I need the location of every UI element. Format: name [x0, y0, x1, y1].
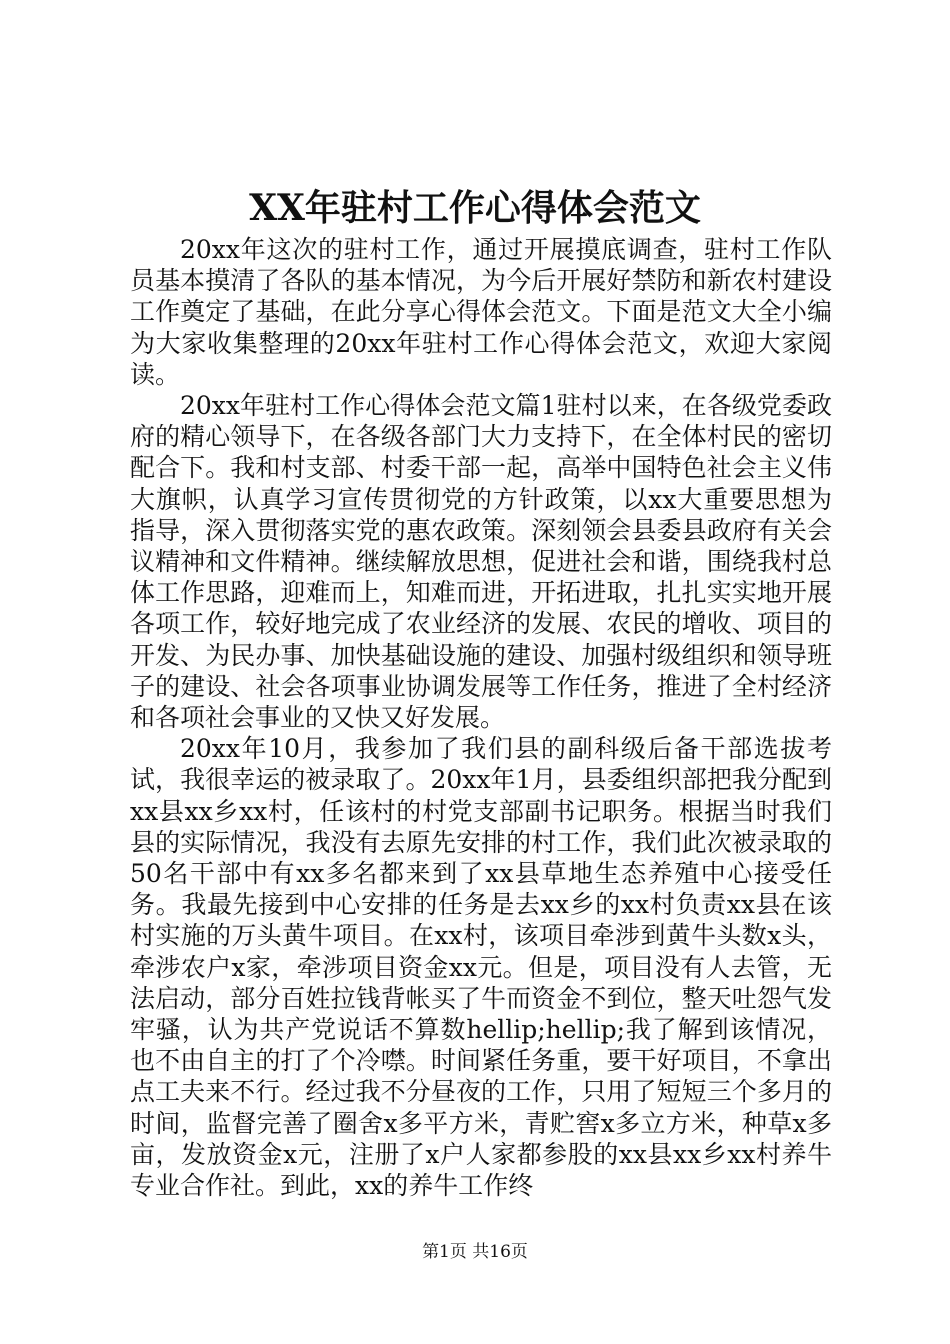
document-body	[130, 234, 832, 1201]
paragraph-intro: 20xx年这次的驻村工作，通过开展摸底调查，驻村工作队员基本摸清了各队的基本情况，为今后开展好禁防和新农村建设工作奠定了基础，在此分享心得体会范文。下面是范文大全小编为大家收集整理的20xx年驻村工作心得体会范文，欢迎大家阅读。	[130, 235, 832, 389]
document-title: XX年驻村工作心得体会范文	[249, 187, 701, 229]
paragraph-essay-2: 20xx年10月，我参加了我们县的副科级后备干部选拔考试，我很幸运的被录取了。20xx年1月，县委组织部把我分配到xx县xx乡xx村，任该村的村党支部副书记职务。根据当时我们县的实际情况，我没有去原先安排的村工作，我们此次被录取的50名干部中有xx多名都来到了xx县草地生态养殖中心接受任务。我最先接到中心安排的任务是去xx乡的xx村负责xx县在该村实施的万头黄牛项目。在xx村，该项目牵涉到黄牛头数x头，牵涉农户x家，牵涉项目资金xx元。但是，项目没有人去管，无法启动，部分百姓拉钱背帐买了牛而资金不到位，整天吐怨气发牢骚，认为共产党说话不算数hellip;hellip;我了解到该情况，也不由自主的打了个冷噤。时间紧任务重，要干好项目，不拿出点工夫来不行。经过我不分昼夜的工作，只用了短短三个多月的时间，监督完善了圈舍x多平方米，青贮窖x多立方米，种草x多亩，发放资金x元，注册了x户人家都参股的xx县xx乡xx村养牛专业合作社。到此，xx的养牛工作终	[130, 734, 832, 1201]
paragraph-essay-1: 20xx年驻村工作心得体会范文篇1驻村以来，在各级党委政府的精心领导下，在各级各部门大力支持下，在全体村民的密切配合下。我和村支部、村委干部一起，高举中国特色社会主义伟大旗帜，认真学习宣传贯彻党的方针政策，以xx大重要思想为指导，深入贯彻落实党的惠农政策。深刻领会县委县政府有关会议精神和文件精神。继续解放思想，促进社会和谐，围绕我村总体工作思路，迎难而上，知难而进，开拓进取，扎扎实实地开展各项工作，较好地完成了农业经济的发展、农民的增收、项目的开发、为民办事、加快基础设施的建设、加强村级组织和领导班子的建设、社会各项事业协调发展等工作任务，推进了全村经济和各项社会事业的又快又好发展。	[130, 391, 832, 733]
page-footer: 第1页 共16页	[422, 1242, 528, 1262]
